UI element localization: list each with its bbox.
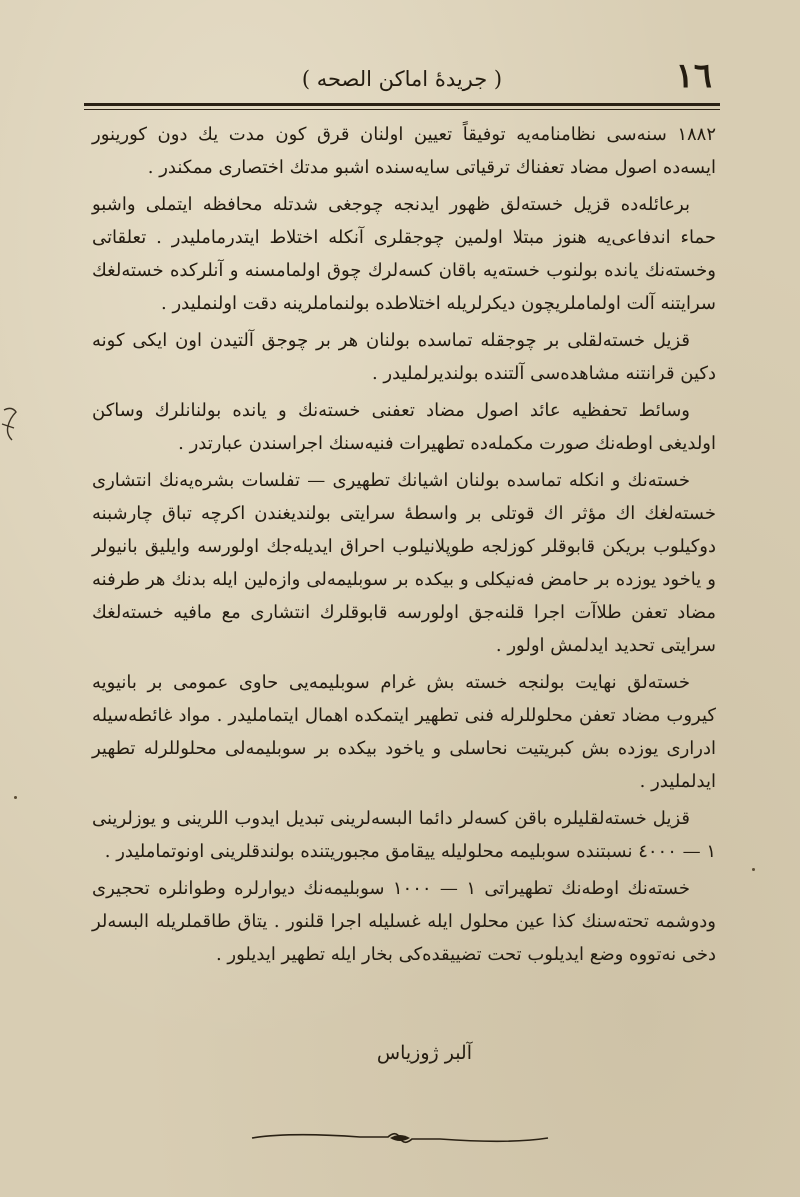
- paragraph-7: قزیل خسته‌لقلیلره باقن کسه‌لر دائما البسه‌لرینی تبدیل ایدوب اللرینی و یوزلرینی ١ — ٤٠٠٠ نسبتنده سوبلیمه محلولیله ییقامق مجبوریتنده بولندقلرینی اونوتماملیدر .: [92, 808, 716, 862]
- paper-speck: [752, 868, 755, 871]
- paragraph-1: ١٨٨٢ سنه‌سی نظامنامه‌یه توفیقاً تعیین اولنان قرق کون مدت یك دون کورینور ایسه‌ده اصول مضاد تعفناك ترقیاتی سایه‌سنده اشبو مدتك اختصاری ممکندر .: [92, 124, 716, 178]
- paragraph-3: قزیل خسته‌لقلی بر چوجقله تماسده بولنان هر بر چوجق آلتیدن اون ایکی کونه دکین قرانتنه مشاهده‌سی آلتنده بولندیرلملیدر .: [92, 330, 716, 384]
- header-rule-thin: [84, 109, 720, 110]
- paragraph-4: وسائط تحفظیه عائد اصول مضاد تعفنی خسته‌نك و یانده بولنانلرك وساکن اولدیغی اوطه‌نك صورت مکمله‌ده تطهیرات فنیه‌سنك اجراسندن عبارتدر .: [92, 400, 716, 454]
- page-header: [84, 58, 720, 102]
- paper-speck: [14, 796, 17, 799]
- paragraph-6: خسته‌لق نهایت بولنجه خسته بش غرام سوبلیمه‌یی حاوی عمومی بر بانیویه کیروب مضاد تعفن محلوللرله فنی تطهیر ایتمکده اهمال ایتماملیدر . مواد غائطه‌سیله ادراری یوزده بش کبریتیت نحاسلی و یاخود بیکده بر سوبلیمه‌لی محلوللرله تطهیر ایدلملیدر .: [92, 672, 716, 792]
- paragraph-2: برعائله‌ده قزیل خسته‌لق ظهور ایدنجه چوجغی شدتله محافظه ایتملی واشبو حماء اندفاعی‌یه هنوز مبتلا اولمین چوجقلری آنکله اختلاط ایتدرمامليدر . تعلقاتی وخسته‌نك یانده بولنوب خسته‌یه باقان کسه‌لرك چوق اولمامسنه و آنلرکده خسته‌لغك سرایتنه آلت اولماملریچون دیکرلریله اختلاطده بولنماملرینه دقت اولنملیدر .: [92, 194, 716, 314]
- author-signature: آلبر ژوزیاس: [376, 1042, 472, 1064]
- page-number: ١٦: [675, 56, 712, 96]
- paragraph-5: خسته‌نك و انکله تماسده بولنان اشیانك تطهیری — تفلسات بشره‌یه‌نك انتشاری خسته‌لغك اك مؤثر اك قوتلی بر واسطهٔ سرایتی بولندیغندن اکرچه تباق چارشبنه دوکیلوب بریکن قابوقلر کوزلجه طوپلانیلوب احراق ایدیله‌جك اولورسه وایلیق بانیولر و یاخود یوزده بر حامض فه‌نیکلی و بیکده بر سوبلیمه‌لی وازه‌لین ایله بدنك هر طرفنه مضاد تعفن طلاآت اجرا قلنه‌جق اولورسه قابوقلرك انتشاری مع مافیه خسته‌لغك سرایتی تحدید ایدلمش اولور .: [92, 470, 716, 656]
- closing-ornament: [250, 1128, 550, 1148]
- article-body: [92, 118, 716, 975]
- header-rule-thick: [84, 103, 720, 106]
- margin-pencil-mark: [0, 404, 22, 452]
- running-title: ( جريدهٔ اماكن الصحه ): [301, 67, 503, 91]
- paragraph-8: خسته‌نك اوطه‌نك تطهیراتی ١ — ١٠٠٠ سوبلیمه‌نك دیوارلره وطوانلره تحجیری ودوشمه تحته‌سنك کذا عین محلول ایله غسلیله اجرا قلنور . یتاق طاقملریله البسه‌لر دخی نه‌تووه وضع ایدیلوب تحت تضییقده‌کی بخار ایله تطهیر ایدیلور .: [92, 878, 716, 965]
